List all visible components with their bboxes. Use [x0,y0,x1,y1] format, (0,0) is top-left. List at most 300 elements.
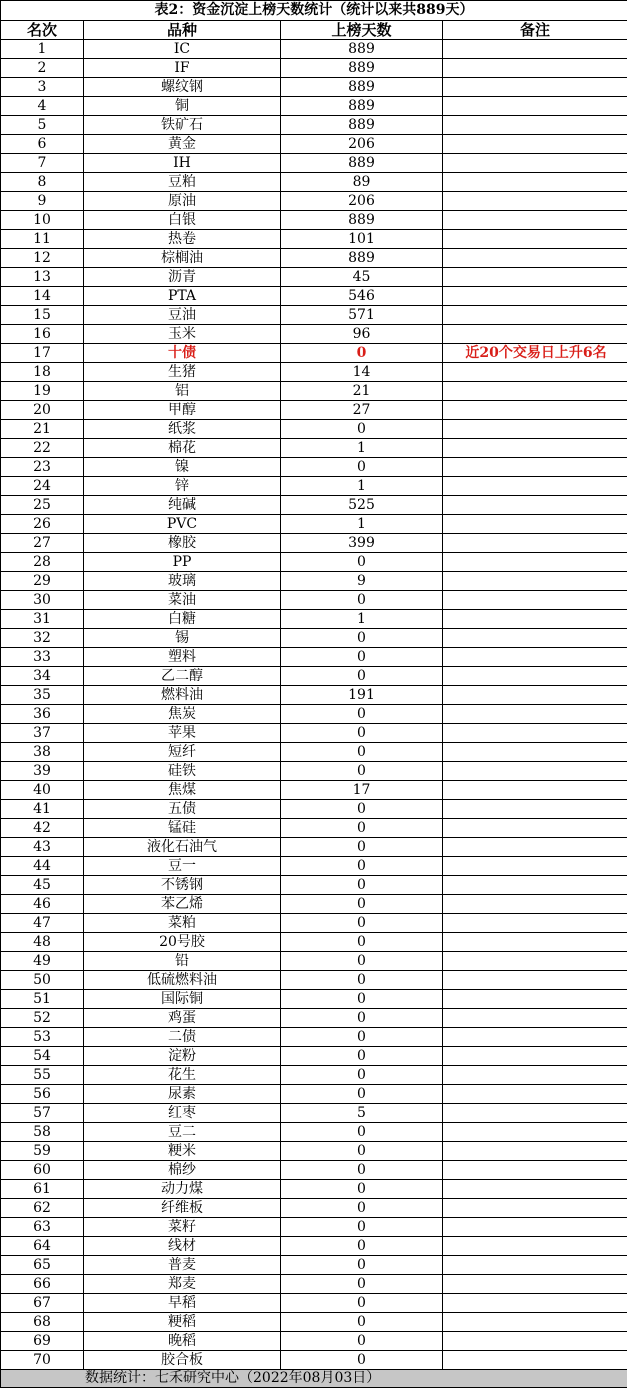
days-cell: 0 [281,1085,443,1104]
table-row [1,249,627,268]
name-cell: PVC [84,515,281,534]
rank-cell: 31 [1,610,84,629]
note-cell [443,439,627,458]
days-cell: 0 [281,819,443,838]
note-cell [443,173,627,192]
name-cell: 线材 [84,1237,281,1256]
rank-cell: 34 [1,667,84,686]
name-cell: 镍 [84,458,281,477]
table-row [1,458,627,477]
note-cell [443,1142,627,1161]
rank-cell: 4 [1,97,84,116]
note-cell [443,420,627,439]
table-row [1,515,627,534]
table-row [1,724,627,743]
table-row [1,743,627,762]
note-cell [443,1256,627,1275]
name-cell: 豆一 [84,857,281,876]
note-cell [443,477,627,496]
footer-source [1,1370,627,1388]
days-cell: 0 [281,876,443,895]
days-cell: 191 [281,686,443,705]
note-cell [443,1275,627,1294]
rank-cell: 69 [1,1332,84,1351]
rank-cell: 26 [1,515,84,534]
note-cell [443,933,627,952]
name-cell: 红枣 [84,1104,281,1123]
note-cell [443,553,627,572]
note-cell [443,325,627,344]
name-cell: 焦煤 [84,781,281,800]
name-cell: 豆粕 [84,173,281,192]
table-row [1,1085,627,1104]
note-cell [443,306,627,325]
days-cell: 0 [281,1294,443,1313]
note-cell [443,610,627,629]
table-row [1,40,627,59]
table-row [1,1256,627,1275]
rank-cell: 16 [1,325,84,344]
table-row [1,971,627,990]
name-cell: 燃料油 [84,686,281,705]
table-row [1,211,627,230]
note-cell [443,648,627,667]
rank-cell: 38 [1,743,84,762]
name-cell: 郑麦 [84,1275,281,1294]
rank-cell: 11 [1,230,84,249]
name-cell: 花生 [84,1066,281,1085]
footer-text: 数据统计：七禾研究中心（2022年08月03日） [85,1370,381,1386]
name-cell: 十债 [84,344,281,363]
rank-cell: 60 [1,1161,84,1180]
table-row [1,154,627,173]
note-cell [443,1066,627,1085]
table-row [1,1199,627,1218]
name-cell: 液化石油气 [84,838,281,857]
table-row [1,439,627,458]
name-cell: 尿素 [84,1085,281,1104]
days-cell: 1 [281,477,443,496]
table-title: 表2：资金沉淀上榜天数统计（统计以来共889天） [1,1,627,21]
name-cell: 橡胶 [84,534,281,553]
note-cell [443,572,627,591]
days-cell: 14 [281,363,443,382]
days-cell: 0 [281,344,443,363]
name-cell: 粳米 [84,1142,281,1161]
rank-cell: 63 [1,1218,84,1237]
days-cell: 206 [281,192,443,211]
rank-cell: 21 [1,420,84,439]
rank-cell: 44 [1,857,84,876]
note-cell [443,914,627,933]
rank-cell: 8 [1,173,84,192]
table-row [1,1009,627,1028]
days-cell: 0 [281,895,443,914]
days-cell: 0 [281,724,443,743]
rank-cell: 25 [1,496,84,515]
note-cell [443,135,627,154]
name-cell: 豆二 [84,1123,281,1142]
note-cell [443,363,627,382]
name-cell: 不锈钢 [84,876,281,895]
header-rank: 名次 [1,21,84,40]
note-cell [443,382,627,401]
name-cell: 焦炭 [84,705,281,724]
name-cell: 菜油 [84,591,281,610]
days-cell: 0 [281,1313,443,1332]
note-cell [443,211,627,230]
note-cell [443,1218,627,1237]
days-cell: 9 [281,572,443,591]
rank-cell: 47 [1,914,84,933]
table-row [1,876,627,895]
days-cell: 399 [281,534,443,553]
days-cell: 17 [281,781,443,800]
note-cell [443,78,627,97]
days-cell: 0 [281,1332,443,1351]
name-cell: 短纤 [84,743,281,762]
rank-cell: 67 [1,1294,84,1313]
days-cell: 0 [281,458,443,477]
note-cell [443,1161,627,1180]
name-cell: PP [84,553,281,572]
rank-cell: 59 [1,1142,84,1161]
note-cell [443,952,627,971]
rank-cell: 51 [1,990,84,1009]
name-cell: 塑料 [84,648,281,667]
rank-cell: 43 [1,838,84,857]
name-cell: 玻璃 [84,572,281,591]
rank-cell: 33 [1,648,84,667]
table-row [1,610,627,629]
table-row [1,116,627,135]
days-cell: 0 [281,629,443,648]
rank-cell: 53 [1,1028,84,1047]
days-cell: 0 [281,705,443,724]
rank-cell: 20 [1,401,84,420]
rank-cell: 50 [1,971,84,990]
note-cell [443,971,627,990]
name-cell: 20号胶 [84,933,281,952]
name-cell: 玉米 [84,325,281,344]
note-cell [443,895,627,914]
table-row [1,990,627,1009]
name-cell: 淀粉 [84,1047,281,1066]
days-cell: 0 [281,933,443,952]
note-cell [443,1085,627,1104]
table-row [1,135,627,154]
note-cell [443,1123,627,1142]
table-row [1,648,627,667]
days-cell: 0 [281,1199,443,1218]
table-row [1,1161,627,1180]
table-row [1,420,627,439]
days-cell: 0 [281,1142,443,1161]
days-cell: 0 [281,1028,443,1047]
name-cell: 早稻 [84,1294,281,1313]
days-cell: 0 [281,1123,443,1142]
days-cell: 0 [281,762,443,781]
rank-cell: 65 [1,1256,84,1275]
name-cell: 普麦 [84,1256,281,1275]
name-cell: 沥青 [84,268,281,287]
rank-cell: 23 [1,458,84,477]
days-cell: 0 [281,1256,443,1275]
name-cell: 锌 [84,477,281,496]
rank-cell: 6 [1,135,84,154]
rank-cell: 1 [1,40,84,59]
note-cell [443,1009,627,1028]
days-cell: 27 [281,401,443,420]
note-cell [443,1332,627,1351]
note-cell [443,59,627,78]
note-cell [443,876,627,895]
table-row [1,1028,627,1047]
name-cell: 棉花 [84,439,281,458]
table-row [1,553,627,572]
name-cell: 生猪 [84,363,281,382]
rank-cell: 49 [1,952,84,971]
note-cell: 近20个交易日上升6名 [443,344,627,363]
days-cell: 0 [281,1180,443,1199]
rank-cell: 5 [1,116,84,135]
note-cell [443,534,627,553]
days-cell: 0 [281,800,443,819]
name-cell: 铜 [84,97,281,116]
days-cell: 0 [281,838,443,857]
table-row [1,1047,627,1066]
note-cell [443,401,627,420]
rank-cell: 10 [1,211,84,230]
rank-cell: 56 [1,1085,84,1104]
table-row [1,838,627,857]
days-cell: 0 [281,1066,443,1085]
days-cell: 1 [281,515,443,534]
days-cell: 0 [281,1237,443,1256]
days-cell: 889 [281,211,443,230]
days-cell: 0 [281,1351,443,1370]
days-cell: 96 [281,325,443,344]
note-cell [443,1028,627,1047]
table-row [1,534,627,553]
table-row [1,344,627,363]
table-row [1,762,627,781]
name-cell: IH [84,154,281,173]
name-cell: 铝 [84,382,281,401]
note-cell [443,1351,627,1370]
days-cell: 21 [281,382,443,401]
table-row [1,1237,627,1256]
days-cell: 0 [281,743,443,762]
note-cell [443,724,627,743]
name-cell: 棕榈油 [84,249,281,268]
table-row [1,686,627,705]
name-cell: 晚稻 [84,1332,281,1351]
note-cell [443,1104,627,1123]
days-cell: 0 [281,591,443,610]
header-row [1,21,627,40]
days-cell: 0 [281,1009,443,1028]
note-cell [443,515,627,534]
name-cell: 白银 [84,211,281,230]
table-row [1,705,627,724]
days-cell: 889 [281,40,443,59]
rank-cell: 35 [1,686,84,705]
rank-cell: 32 [1,629,84,648]
name-cell: 纯碱 [84,496,281,515]
rank-cell: 9 [1,192,84,211]
note-cell [443,781,627,800]
name-cell: 硅铁 [84,762,281,781]
name-cell: 低硫燃料油 [84,971,281,990]
rank-cell: 54 [1,1047,84,1066]
days-cell: 0 [281,1275,443,1294]
days-cell: 889 [281,249,443,268]
name-cell: 国际铜 [84,990,281,1009]
table-row [1,819,627,838]
table-row [1,629,627,648]
days-cell: 0 [281,1047,443,1066]
name-cell: 锡 [84,629,281,648]
rank-cell: 58 [1,1123,84,1142]
rank-cell: 40 [1,781,84,800]
days-cell: 0 [281,857,443,876]
table-row [1,800,627,819]
rank-cell: 61 [1,1180,84,1199]
rank-cell: 55 [1,1066,84,1085]
note-cell [443,97,627,116]
name-cell: IF [84,59,281,78]
days-cell: 0 [281,971,443,990]
note-cell [443,838,627,857]
days-cell: 0 [281,1161,443,1180]
rank-cell: 15 [1,306,84,325]
rank-cell: 37 [1,724,84,743]
table-row [1,933,627,952]
rank-cell: 19 [1,382,84,401]
days-cell: 889 [281,154,443,173]
note-cell [443,1294,627,1313]
days-cell: 546 [281,287,443,306]
rank-cell: 28 [1,553,84,572]
rank-cell: 24 [1,477,84,496]
table-row [1,1313,627,1332]
name-cell: 胶合板 [84,1351,281,1370]
note-cell [443,1047,627,1066]
table-row [1,952,627,971]
rank-cell: 45 [1,876,84,895]
days-cell: 0 [281,914,443,933]
days-cell: 0 [281,420,443,439]
rank-cell: 12 [1,249,84,268]
days-cell: 1 [281,610,443,629]
title-row [1,1,627,21]
note-cell [443,705,627,724]
rank-cell: 13 [1,268,84,287]
footer-row [1,1370,627,1388]
rank-cell: 57 [1,1104,84,1123]
name-cell: 螺纹钢 [84,78,281,97]
table-row [1,268,627,287]
table-row [1,1180,627,1199]
name-cell: 纤维板 [84,1199,281,1218]
note-cell [443,686,627,705]
table-row [1,572,627,591]
table-row [1,1218,627,1237]
name-cell: 粳稻 [84,1313,281,1332]
name-cell: 锰硅 [84,819,281,838]
days-cell: 0 [281,648,443,667]
table-row [1,914,627,933]
table-row [1,382,627,401]
table-row [1,306,627,325]
note-cell [443,230,627,249]
table-row [1,287,627,306]
rank-cell: 27 [1,534,84,553]
name-cell: 原油 [84,192,281,211]
table-row [1,1332,627,1351]
rank-cell: 62 [1,1199,84,1218]
table-row [1,591,627,610]
note-cell [443,743,627,762]
note-cell [443,458,627,477]
table-row [1,667,627,686]
name-cell: 鸡蛋 [84,1009,281,1028]
name-cell: 铅 [84,952,281,971]
days-cell: 1 [281,439,443,458]
name-cell: 菜粕 [84,914,281,933]
days-cell: 5 [281,1104,443,1123]
days-cell: 0 [281,553,443,572]
rank-cell: 18 [1,363,84,382]
rank-cell: 22 [1,439,84,458]
table-row [1,1066,627,1085]
rank-cell: 29 [1,572,84,591]
rank-cell: 3 [1,78,84,97]
days-cell: 45 [281,268,443,287]
rank-cell: 68 [1,1313,84,1332]
table-row [1,1351,627,1370]
table-row [1,363,627,382]
rank-cell: 17 [1,344,84,363]
days-cell: 0 [281,667,443,686]
days-cell: 889 [281,116,443,135]
note-cell [443,819,627,838]
note-cell [443,762,627,781]
note-cell [443,154,627,173]
table-row [1,1275,627,1294]
name-cell: 棉纱 [84,1161,281,1180]
note-cell [443,116,627,135]
rank-cell: 48 [1,933,84,952]
note-cell [443,1237,627,1256]
note-cell [443,1180,627,1199]
header-note: 备注 [443,21,627,40]
note-cell [443,287,627,306]
name-cell: 豆油 [84,306,281,325]
table-row [1,496,627,515]
rank-cell: 70 [1,1351,84,1370]
header-days: 上榜天数 [281,21,443,40]
rank-cell: 36 [1,705,84,724]
days-cell: 889 [281,97,443,116]
table-row [1,173,627,192]
table-row [1,230,627,249]
rank-cell: 42 [1,819,84,838]
rank-cell: 14 [1,287,84,306]
rank-cell: 30 [1,591,84,610]
name-cell: 苯乙烯 [84,895,281,914]
